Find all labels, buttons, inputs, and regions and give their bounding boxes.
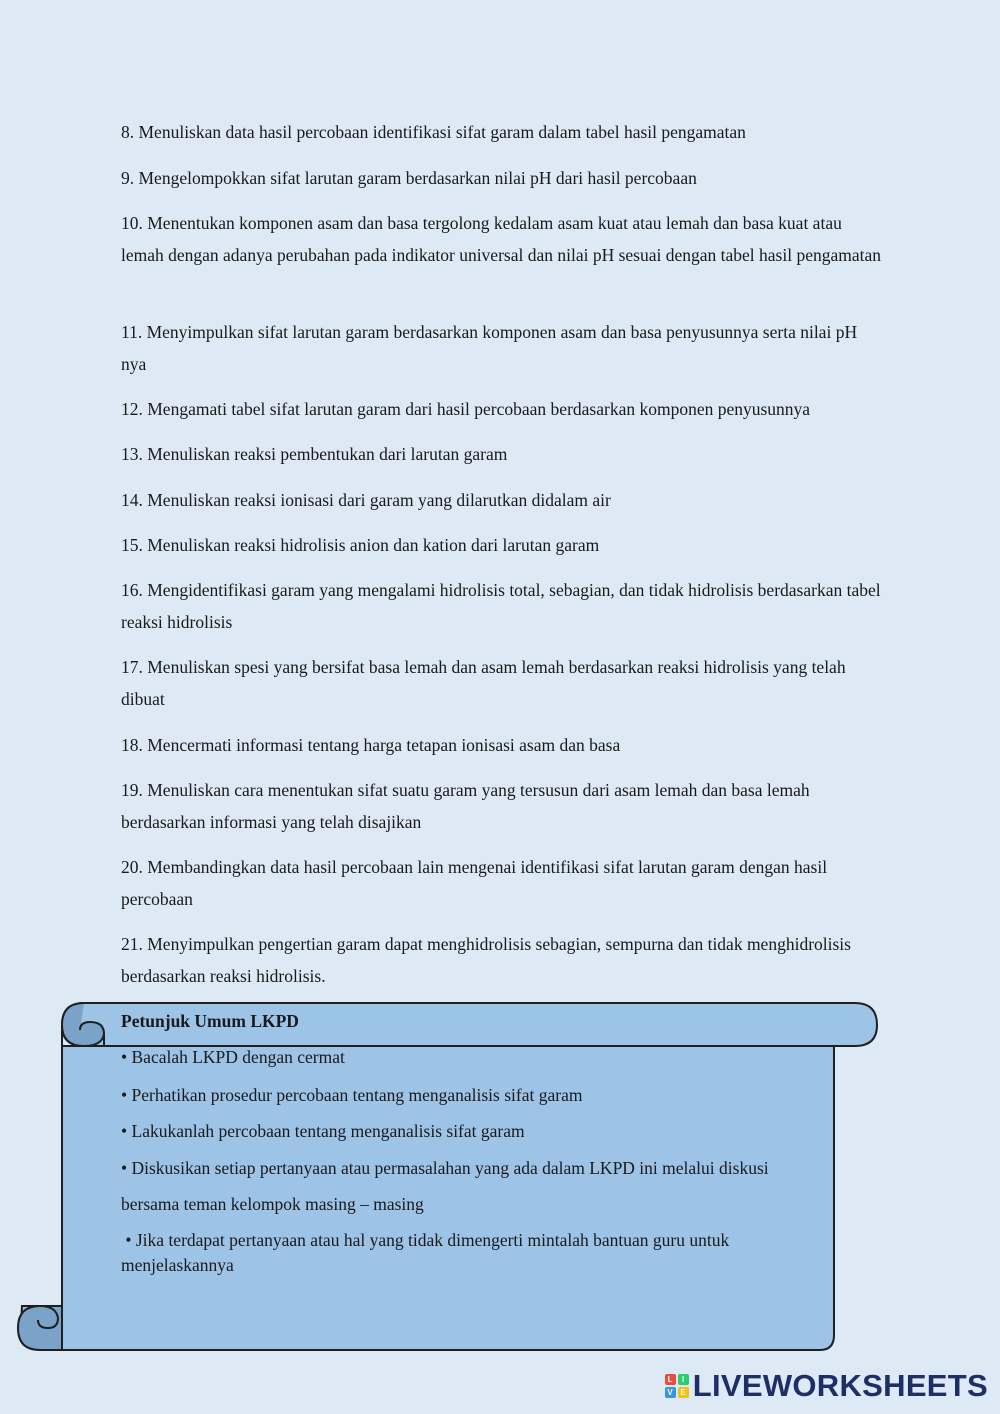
- instruction-bullet-read: • Bacalah LKPD dengan cermat: [121, 1047, 345, 1067]
- objective-item-19: 19. Menuliskan cara menentukan sifat suatu garam yang tersusun dari asam lemah dan basa lemah berdasarkan informasi yang telah disajikan: [121, 780, 810, 832]
- objective-item-13: 13. Menuliskan reaksi pembentukan dari larutan garam: [121, 444, 508, 464]
- objective-item-14: 14. Menuliskan reaksi ionisasi dari garam yang dilarutkan didalam air: [121, 490, 611, 510]
- instruction-bullet-ask-cont: menjelaskannya: [121, 1255, 234, 1275]
- liveworksheets-mark-icon: L I V E: [665, 1374, 689, 1398]
- instruction-bullet-ask: • Jika terdapat pertanyaan atau hal yang tidak dimengerti mintalah bantuan guru untuk: [121, 1230, 730, 1250]
- objective-item-20: 20. Membandingkan data hasil percobaan lain mengenai identifikasi sifat larutan garam dengan hasil percobaan: [121, 857, 828, 909]
- objective-item-8: 8. Menuliskan data hasil percobaan identifikasi sifat garam dalam tabel hasil pengamatan: [121, 122, 746, 142]
- objective-item-10: 10. Menentukan komponen asam dan basa tergolong kedalam asam kuat atau lemah dan basa kuat atau lemah dengan adanya perubahan pada indikator universal dan nilai pH sesuai dengan tabel hasil pengamatan: [121, 213, 882, 265]
- instruction-title: Petunjuk Umum LKPD: [121, 1011, 299, 1031]
- objective-item-11: 11. Menyimpulkan sifat larutan garam berdasarkan komponen asam dan basa penyusunnya serta nilai pH nya: [121, 322, 858, 374]
- instruction-bullet-experiment: • Lakukanlah percobaan tentang menganalisis sifat garam: [121, 1121, 525, 1141]
- instruction-bullet-discuss-cont: bersama teman kelompok masing – masing: [121, 1194, 424, 1214]
- liveworksheets-wordmark: LIVEWORKSHEETS: [692, 1368, 988, 1403]
- objective-item-18: 18. Mencermati informasi tentang harga tetapan ionisasi asam dan basa: [121, 735, 621, 755]
- objective-item-21: 21. Menyimpulkan pengertian garam dapat menghidrolisis sebagian, sempurna dan tidak menghidrolisis berdasarkan reaksi hidrolisis.: [121, 934, 851, 986]
- objective-item-17: 17. Menuliskan spesi yang bersifat basa lemah dan asam lemah berdasarkan reaksi hidrolisis yang telah dibuat: [121, 657, 846, 709]
- liveworksheets-logo: [665, 1368, 988, 1404]
- objective-item-9: 9. Mengelompokkan sifat larutan garam berdasarkan nilai pH dari hasil percobaan: [121, 168, 697, 188]
- objective-item-15: 15. Menuliskan reaksi hidrolisis anion dan kation dari larutan garam: [121, 535, 600, 555]
- instruction-bullet-discuss: • Diskusikan setiap pertanyaan atau permasalahan yang ada dalam LKPD ini melalui diskusi: [121, 1158, 769, 1178]
- objective-item-16: 16. Mengidentifikasi garam yang mengalami hidrolisis total, sebagian, dan tidak hidrolisis berdasarkan tabel reaksi hidrolisis: [121, 580, 881, 632]
- instruction-bullet-procedure: • Perhatikan prosedur percobaan tentang menganalisis sifat garam: [121, 1085, 583, 1105]
- objective-item-12: 12. Mengamati tabel sifat larutan garam dari hasil percobaan berdasarkan komponen penyusunnya: [121, 399, 811, 419]
